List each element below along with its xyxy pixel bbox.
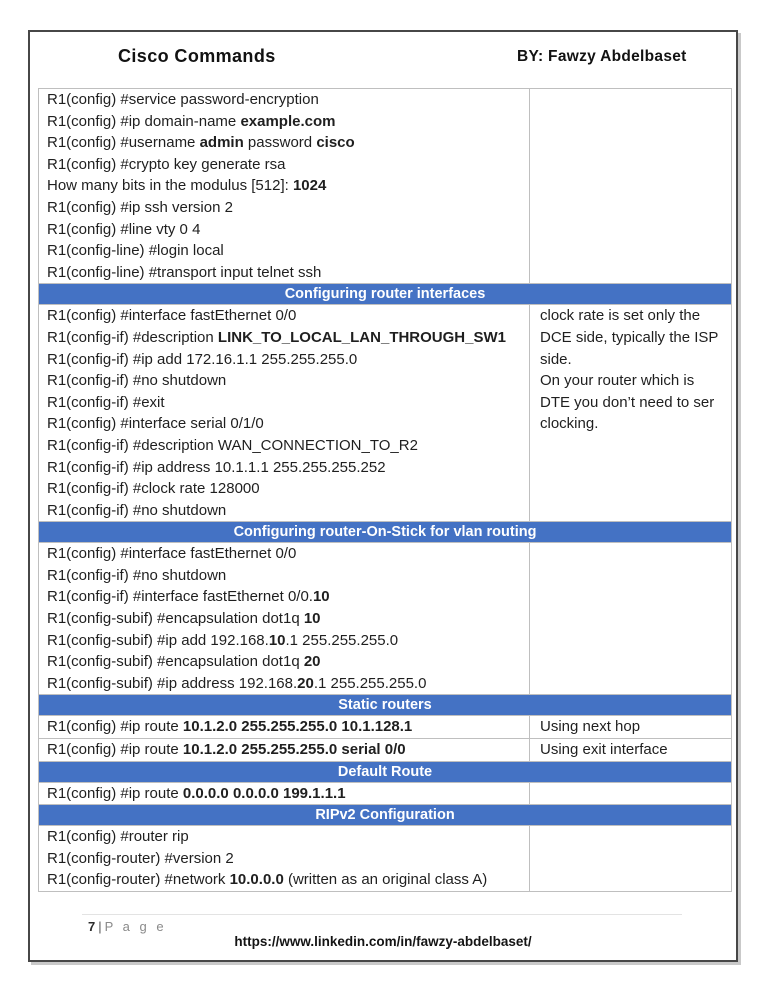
command-text: R1(config-line) #transport input telnet ssh (47, 263, 322, 281)
commands-cell (39, 305, 530, 521)
command-text: R1(config-if) #no shutdown (47, 566, 227, 584)
command-line (39, 327, 529, 349)
table-row (39, 304, 731, 521)
command-line (39, 848, 529, 870)
page-word: P a g e (104, 919, 167, 934)
command-line (39, 478, 529, 500)
note-text: Using exit interface (540, 741, 668, 759)
commands-table (38, 88, 732, 892)
command-text: R1(config-subif) #ip address 192.168. (47, 674, 298, 692)
command-line (39, 111, 529, 133)
command-text: admin (199, 134, 244, 152)
command-text: example.com (240, 112, 336, 130)
command-text: R1(config) #router rip (47, 828, 189, 846)
table-row (39, 715, 731, 738)
command-line (39, 457, 529, 479)
command-line (39, 132, 529, 154)
table-row (39, 89, 731, 283)
note-cell (530, 739, 731, 761)
command-line (39, 219, 529, 241)
section-header: Static routers (39, 694, 731, 715)
command-text: R1(config-if) #no shutdown (47, 372, 227, 390)
command-text: R1(config) #ip ssh version 2 (47, 198, 233, 216)
command-line (39, 175, 529, 197)
section-header: Default Route (39, 761, 731, 782)
command-line (39, 565, 529, 587)
command-text: R1(config) #ip route (47, 718, 183, 736)
command-line (39, 240, 529, 262)
note-cell (530, 89, 731, 283)
command-text: R1(config-router) #version 2 (47, 849, 234, 867)
command-line (39, 413, 529, 435)
command-text: cisco (316, 134, 355, 152)
command-text: R1(config-subif) #ip add 192.168. (47, 631, 269, 649)
command-text: password (243, 134, 317, 152)
table-row (39, 782, 731, 805)
commands-cell (39, 739, 530, 761)
linkedin-link[interactable]: https://www.linkedin.com/in/fawzy-abdelbaset/ (234, 934, 532, 949)
command-line (39, 543, 529, 565)
note-text: Using next hop (540, 718, 641, 736)
command-text: 20 (303, 653, 321, 671)
note-cell (530, 305, 731, 521)
command-text: How many bits in the modulus [512]: (47, 177, 293, 195)
note-cell (530, 716, 731, 738)
table-row (39, 738, 731, 761)
command-text: R1(config-router) #network (47, 871, 230, 889)
command-text: 0.0.0.0 0.0.0.0 199.1.1.1 (182, 784, 346, 802)
command-line (39, 435, 529, 457)
command-line (39, 716, 529, 738)
command-text: R1(config-subif) #encapsulation dot1q (47, 610, 304, 628)
command-line (39, 783, 529, 805)
command-text: R1(config) #username (47, 134, 200, 152)
commands-cell (39, 543, 530, 694)
commands-cell (39, 89, 530, 283)
command-line (39, 89, 529, 111)
command-text: 10 (303, 610, 321, 628)
commands-cell (39, 826, 530, 891)
command-text: R1(config) #service password-encryption (47, 91, 319, 108)
command-text: 1024 (292, 177, 327, 195)
command-line (39, 370, 529, 392)
command-text: 10 (312, 588, 330, 606)
section-header: Configuring router-On-Stick for vlan routing (39, 521, 731, 542)
command-text: R1(config) #ip route (47, 741, 183, 759)
command-text: .1 255.255.255.0 (285, 631, 399, 649)
commands-cell (39, 716, 530, 738)
command-text: 10.1.2.0 255.255.255.0 serial 0/0 (182, 741, 406, 759)
command-line (39, 154, 529, 176)
document-page (28, 30, 738, 962)
command-text: 10 (268, 631, 286, 649)
section-header: RIPv2 Configuration (39, 804, 731, 825)
command-text: R1(config) #interface serial 0/1/0 (47, 415, 264, 433)
note-text: clock rate is set only the DCE side, typically the ISP side. (540, 307, 719, 368)
command-text: 10.1.2.0 255.255.255.0 10.1.128.1 (182, 718, 413, 736)
page-number-label (88, 919, 167, 934)
page-title: Cisco Commands (118, 46, 276, 66)
command-text: R1(config-if) #no shutdown (47, 501, 227, 519)
command-text: R1(config-if) #ip address 10.1.1.1 255.255.255.252 (47, 458, 386, 476)
command-text: (written as an original class A) (283, 871, 488, 889)
table-row (39, 542, 731, 694)
command-line (39, 651, 529, 673)
author-byline: BY: Fawzy Abdelbaset (517, 48, 687, 65)
command-text: R1(config) #ip route (47, 784, 183, 802)
page-number-separator: | (98, 919, 102, 934)
command-line (39, 586, 529, 608)
command-line (39, 349, 529, 371)
command-line (39, 392, 529, 414)
command-text: R1(config) #interface fastEthernet 0/0 (47, 307, 297, 325)
footer-divider (82, 914, 682, 915)
command-line (39, 673, 529, 695)
note-cell (530, 826, 731, 891)
command-text: R1(config-if) #exit (47, 393, 165, 411)
command-line (39, 739, 529, 761)
command-text: R1(config) #interface fastEthernet 0/0 (47, 545, 297, 563)
command-text: R1(config-if) #description WAN_CONNECTION_TO_R2 (47, 436, 418, 454)
command-text: R1(config-line) #login local (47, 242, 224, 260)
section-header: Configuring router interfaces (39, 283, 731, 304)
command-text: R1(config-if) #description (47, 328, 218, 346)
page-number: 7 (88, 919, 96, 934)
command-text: LINK_TO_LOCAL_LAN_THROUGH_SW1 (217, 328, 506, 346)
command-text: 20 (297, 674, 314, 692)
command-line (39, 826, 529, 848)
command-line (39, 608, 529, 630)
command-text: R1(config-subif) #encapsulation dot1q (47, 653, 304, 671)
command-line (39, 262, 529, 284)
command-text: R1(config-if) #clock rate 128000 (47, 480, 260, 498)
command-line (39, 500, 529, 522)
command-text: R1(config) #crypto key generate rsa (47, 155, 286, 173)
command-line (39, 305, 529, 327)
table-row (39, 825, 731, 891)
command-line (39, 630, 529, 652)
command-line (39, 869, 529, 891)
command-text: 10.0.0.0 (229, 871, 284, 889)
command-text: R1(config) #line vty 0 4 (47, 220, 201, 238)
commands-cell (39, 783, 530, 805)
command-text: R1(config-if) #ip add 172.16.1.1 255.255.255.0 (47, 350, 358, 368)
command-line (39, 197, 529, 219)
note-cell (530, 783, 731, 805)
command-text: R1(config-if) #interface fastEthernet 0/0. (47, 588, 313, 606)
command-text: .1 255.255.255.0 (313, 674, 427, 692)
command-text: R1(config) #ip domain-name (47, 112, 241, 130)
note-text: On your router which is DTE you don’t need to ser clocking. (540, 372, 715, 433)
note-cell (530, 543, 731, 694)
